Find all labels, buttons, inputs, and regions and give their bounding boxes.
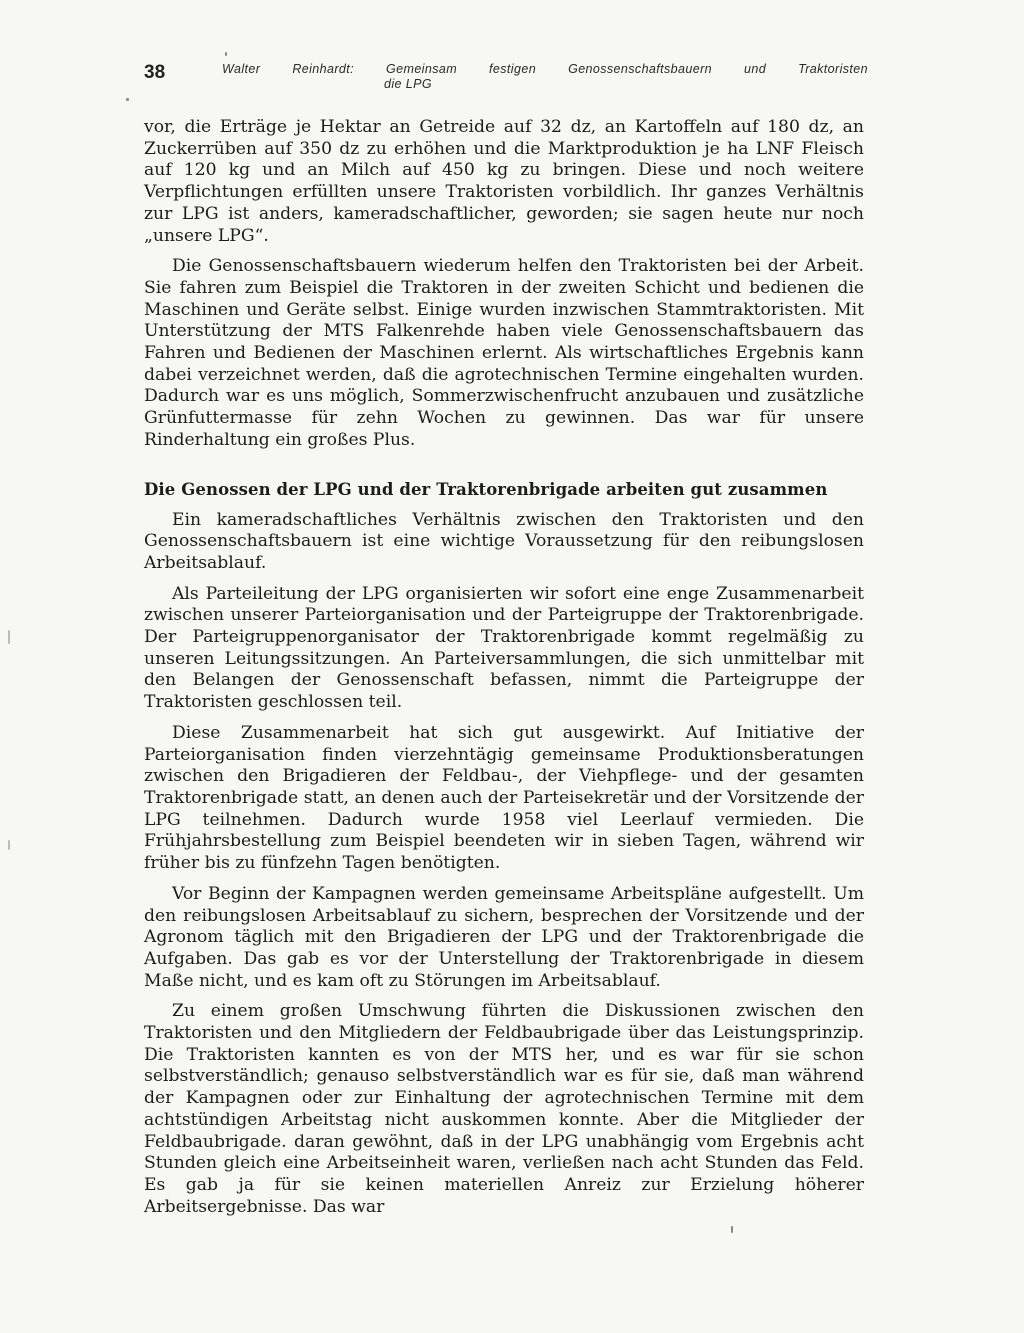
- paragraph: Vor Beginn der Kampagnen werden gemeinsame Arbeitspläne aufgestellt. Um den reibungslosen Arbeitsablauf zu sichern, besprechen der Vorsitzende und der Agronom täglich mit den Brigadieren der LPG und der Traktorenbrigade die Aufgaben. Das gab es vor der Unterstellung der Traktorenbrigade in diesem Maße nicht, und es kam oft zu Störungen im Arbeitsablauf.: [144, 883, 864, 991]
- paragraph: Zu einem großen Umschwung führten die Diskussionen zwischen den Traktoristen und den Mitgliedern der Feldbaubrigade über das Leistungsprinzip. Die Traktoristen kannten es von der MTS her, und es war für sie schon selbstverständlich; genauso selbstverständlich war es für sie, daß man während der Kampagnen oder zur Einhaltung der agrotechnischen Termine mit dem achtstündigen Arbeitstag nicht auskommen konnte. Aber die Mitglieder der Feldbaubrigade. daran gewöhnt, daß in der LPG unabhängig vom Ergebnis acht Stunden gleich eine Arbeitseinheit waren, verließen nach acht Stunden das Feld. Es gab ja für sie keinen materiellen Anreiz zur Erzielung höherer Arbeitsergebnisse. Das war: [144, 1001, 864, 1217]
- paragraph: Ein kameradschaftliches Verhältnis zwischen den Traktoristen und den Genossenschaftsbauern ist eine wichtige Voraussetzung für den reibungslosen Arbeitsablauf.: [144, 509, 864, 573]
- scan-mark: [8, 630, 10, 644]
- running-head-line-1: Walter Reinhardt: Gemeinsam festigen Genossenschaftsbauern und Traktoristen: [222, 62, 868, 76]
- scan-mark: [731, 1226, 733, 1233]
- paragraph: Als Parteileitung der LPG organisierten wir sofort eine enge Zusammenarbeit zwischen unserer Parteiorganisation und der Parteigruppe der Traktorenbrigade. Der Parteigruppenorganisator der Traktorenbrigade kommt regelmäßig zu unseren Leitungssitzungen. An Parteiversammlungen, die sich unmittelbar mit den Belangen der Genossenschaft befassen, nimmt die Parteigruppe der Traktoristen geschlossen teil.: [144, 583, 864, 713]
- running-head-line-2: die LPG: [384, 77, 432, 91]
- scan-mark: [8, 840, 10, 850]
- paragraph: Die Genossenschaftsbauern wiederum helfen den Traktoristen bei der Arbeit. Sie fahren zum Beispiel die Traktoren in der zweiten Schicht und bedienen die Maschinen und Geräte selbst. Einige wurden inzwischen Stammtraktoristen. Mit Unterstützung der MTS Falkenrehde haben viele Genossenschaftsbauern das Fahren und Bedienen der Maschinen erlernt. Als wirtschaftliches Ergebnis kann dabei verzeichnet werden, daß die agrotechnischen Termine eingehalten wurden. Dadurch war es uns möglich, Sommerzwischenfrucht anzubauen und zusätzliche Grünfuttermasse für zehn Wochen zu gewinnen. Das war für unsere Rinderhaltung ein großes Plus.: [144, 256, 864, 450]
- running-head: [222, 62, 868, 92]
- page-number: 38: [144, 62, 166, 83]
- scan-mark: [225, 52, 227, 56]
- paragraph: Diese Zusammenarbeit hat sich gut ausgewirkt. Auf Initiative der Parteiorganisation finden vierzehntägig gemeinsame Produktionsberatungen zwischen den Brigadieren der Feldbau-, der Viehpflege- und der gesamten Traktorenbrigade statt, an denen auch der Parteisekretär und der Vorsitzende der LPG teilnehmen. Dadurch wurde 1958 viel Leerlauf vermieden. Die Frühjahrsbestellung zum Beispiel beendeten wir in sieben Tagen, während wir früher bis zu fünfzehn Tagen benötigten.: [144, 722, 864, 874]
- body-text: [144, 117, 864, 1218]
- scan-mark: [126, 98, 129, 101]
- section-heading: Die Genossen der LPG und der Traktorenbrigade arbeiten gut zusammen: [144, 479, 828, 499]
- paragraph: vor, die Erträge je Hektar an Getreide auf 32 dz, an Kartoffeln auf 180 dz, an Zuckerrüben auf 350 dz zu erhöhen und die Marktproduktion je ha LNF Fleisch auf 120 kg und an Milch auf 450 kg zu bringen. Diese und noch weitere Verpflichtungen erfüllten unsere Traktoristen vorbildlich. Ihr ganzes Verhältnis zur LPG ist anders, kameradschaftlicher, geworden; sie sagen heute nur noch „unsere LPG“.: [144, 117, 864, 246]
